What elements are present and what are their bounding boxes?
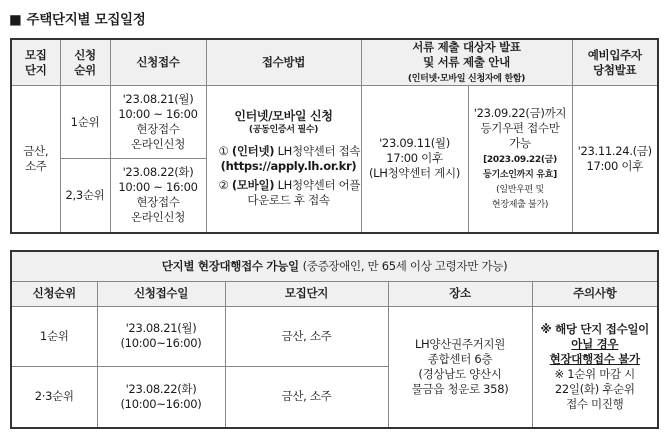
result-date-cell: '23.11.24.(금) 17:00 이후: [572, 86, 658, 233]
page-title: [9, 8, 146, 28]
proxy-complex: 금산, 소주: [225, 306, 388, 366]
header-result: 예비입주자 당첨발표: [572, 39, 658, 86]
page-title-text: 주택단지별 모집일정: [26, 12, 146, 28]
method-cell: 인터넷/모바일 신청 (공동인증서 필수) ① (인터넷) LH청약센터 접속 (https://apply.lh.or.kr) ② (모바일) LH청약센터 어플 다운로드 후 접속: [206, 86, 361, 233]
proxy-table: [10, 250, 659, 429]
rank1-cell: 1순위: [60, 86, 110, 159]
proxy-header-place: 장소: [388, 281, 532, 306]
complex-name: 금산, 소주: [11, 86, 60, 233]
header-method: 접수방법: [206, 39, 361, 86]
rank23-cell: 2,3순위: [60, 159, 110, 233]
proxy-header-notes: 주의사항: [532, 281, 658, 306]
header-docs: 서류 제출 대상자 발표 및 서류 제출 안내 (인터넷·모바일 신청자에 한함): [361, 39, 572, 86]
app2-cell: '23.08.22(화) 10:00 ~ 16:00 현장접수 온라인신청: [110, 159, 206, 233]
proxy-header-date: 신청접수일: [97, 281, 225, 306]
proxy-title-row: [11, 251, 658, 281]
app1-cell: '23.08.21(월) 10:00 ~ 16:00 현장접수 온라인신청: [110, 86, 206, 159]
proxy-rank: 1순위: [11, 306, 97, 366]
schedule-header-row: [11, 39, 658, 86]
square-bullet-icon: ■: [9, 12, 22, 28]
schedule-row-rank1: [11, 86, 658, 159]
proxy-date: '23.08.22(화) (10:00~16:00): [97, 366, 225, 428]
proxy-header-rank: 신청순위: [11, 281, 97, 306]
docs-date-cell: '23.09.11(월) 17:00 이후 (LH청약센터 게시): [361, 86, 468, 233]
schedule-table: [10, 38, 659, 234]
proxy-rank: 2·3순위: [11, 366, 97, 428]
proxy-date: '23.08.21(월) (10:00~16:00): [97, 306, 225, 366]
proxy-place: LH양산권주거지원 종합센터 6층 (경상남도 양산시 물금읍 청운로 358): [388, 306, 532, 428]
header-rank: 신청 순위: [60, 39, 110, 86]
proxy-row-1: [11, 306, 658, 366]
proxy-notes: ※ 해당 단지 접수일이 아닐 경우 현장대행접수 불가 ※ 1순위 마감 시 22일(화) 후순위 접수 미진행: [532, 306, 658, 428]
proxy-header-complex: 모집단지: [225, 281, 388, 306]
header-application: 신청접수: [110, 39, 206, 86]
proxy-header-row: [11, 281, 658, 306]
header-complex: 모집 단지: [11, 39, 60, 86]
docs-submit-cell: '23.09.22(금)까지 등기우편 접수만 가능 [2023.09.22(금) 등기소인까지 유효] (일반우편 및 현장제출 불가): [468, 86, 572, 233]
proxy-title: 단지별 현장대행접수 가능일 (중증장애인, 만 65세 이상 고령자만 가능): [11, 251, 658, 281]
proxy-complex: 금산, 소주: [225, 366, 388, 428]
